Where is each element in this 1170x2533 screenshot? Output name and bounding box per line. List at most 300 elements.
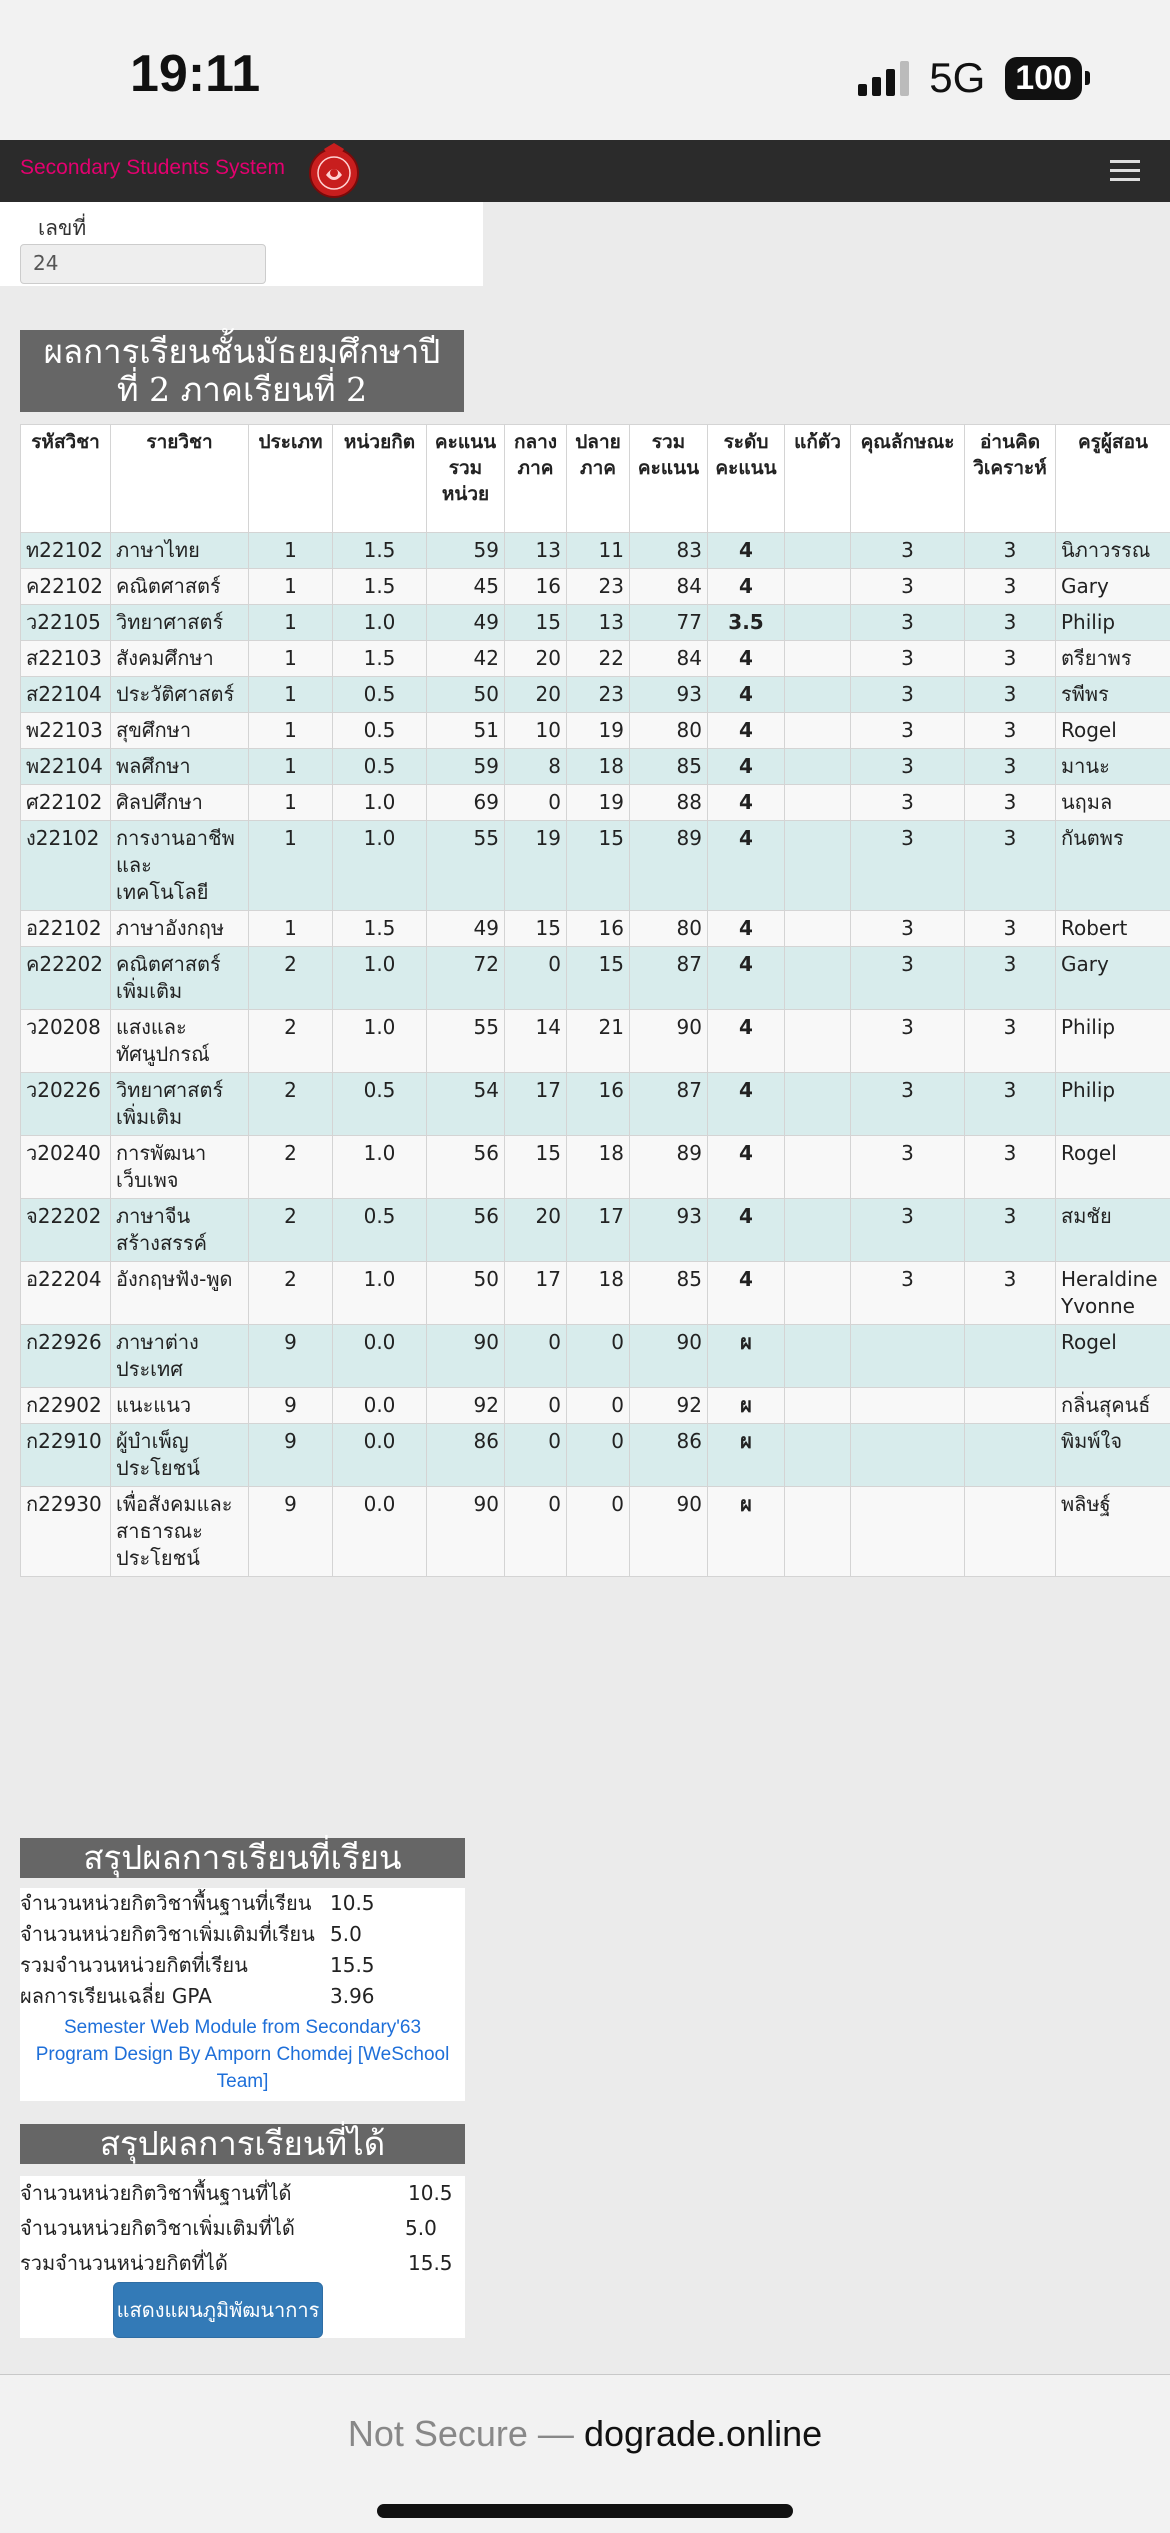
cell-unit-score: 49 [427,605,505,641]
cell-subject: ภาษาอังกฤษ [111,911,249,947]
cell-code: ส22104 [21,677,111,713]
cell-subject: สังคมศึกษา [111,641,249,677]
cell-teacher: Rogel [1056,1136,1170,1199]
cell-teacher: กันตพร [1056,821,1170,911]
cell-credits: 0.5 [333,713,427,749]
cell-reading: 3 [965,1199,1056,1262]
col-header-subject: รายวิชา [111,425,249,533]
cell-final: 15 [567,947,630,1010]
battery-icon [1005,57,1090,100]
cell-revision [785,569,851,605]
cell-code: ว22105 [21,605,111,641]
cell-credits: 0.5 [333,1073,427,1136]
brand-link[interactable]: Secondary Students System [20,156,285,180]
table-row [21,1262,1170,1325]
cell-final: 19 [567,713,630,749]
cell-revision [785,1073,851,1136]
show-progress-chart-button[interactable]: แสดงแผนภูมิพัฒนาการ [113,2282,323,2338]
cell-type: 1 [249,785,333,821]
cell-midterm: 14 [505,1010,567,1073]
cell-type: 1 [249,713,333,749]
cell-unit-score: 42 [427,641,505,677]
cell-reading: 3 [965,785,1056,821]
cell-subject: แสงและทัศนูปกรณ์ [111,1010,249,1073]
cell-subject: ภาษาต่างประเทศ [111,1325,249,1388]
cell-code: ก22926 [21,1325,111,1388]
cell-subject: วิทยาศาสตร์ [111,605,249,641]
cell-code: ค22202 [21,947,111,1010]
cell-subject: ศิลปศึกษา [111,785,249,821]
table-row [21,749,1170,785]
cell-reading: 3 [965,911,1056,947]
table-row [21,1010,1170,1073]
table-row [21,911,1170,947]
cell-teacher: นิภาวรรณ [1056,533,1170,569]
cell-subject: ภาษาไทย [111,533,249,569]
cell-teacher: Heraldine Yvonne [1056,1262,1170,1325]
cell-reading [965,1487,1056,1577]
cell-character: 3 [851,1073,965,1136]
status-time: 19:11 [130,44,260,104]
cell-final: 0 [567,1487,630,1577]
cell-code: อ22102 [21,911,111,947]
cell-credits: 0.0 [333,1325,427,1388]
cell-total: 92 [630,1388,708,1424]
cell-grade: ผ [708,1424,785,1487]
summary-row [20,1981,465,2012]
cell-midterm: 19 [505,821,567,911]
table-row [21,1325,1170,1388]
report-title [20,330,464,412]
cell-code: ง22102 [21,821,111,911]
summary-row [20,2211,465,2246]
cell-midterm: 20 [505,1199,567,1262]
summary-earned-title: สรุปผลการเรียนที่ได้ [20,2124,465,2164]
status-bar [0,0,1170,140]
cell-revision [785,1388,851,1424]
cell-midterm: 20 [505,641,567,677]
summary-label: รวมจำนวนหน่วยกิตที่ได้ [20,2246,228,2281]
address-text[interactable] [0,2413,1170,2455]
student-id-label: เลขที่ [38,212,86,245]
col-header-total: รวม คะแนน [630,425,708,533]
home-indicator[interactable] [377,2504,793,2518]
cell-teacher: Rogel [1056,1325,1170,1388]
cell-type: 2 [249,1010,333,1073]
cell-type: 2 [249,1199,333,1262]
cell-total: 77 [630,605,708,641]
cell-revision [785,785,851,821]
summary-value: 5.0 [405,2211,437,2246]
cell-subject: ผู้บำเพ็ญประโยชน์ [111,1424,249,1487]
summary-row [20,1950,465,1981]
cell-grade: 4 [708,533,785,569]
cell-code: ส22103 [21,641,111,677]
cell-character: 3 [851,641,965,677]
cell-total: 86 [630,1424,708,1487]
cell-type: 1 [249,641,333,677]
cell-type: 1 [249,749,333,785]
cell-subject: ประวัติศาสตร์ [111,677,249,713]
cell-reading [965,1388,1056,1424]
cell-subject: การพัฒนาเว็บเพจ [111,1136,249,1199]
cell-code: ว20240 [21,1136,111,1199]
cell-teacher: Gary [1056,569,1170,605]
cell-revision [785,1136,851,1199]
cell-code: ก22902 [21,1388,111,1424]
summary-label: จำนวนหน่วยกิตวิชาพื้นฐานที่ได้ [20,2176,291,2211]
battery-level: 100 [1005,57,1082,100]
cell-character: 3 [851,911,965,947]
cell-total: 87 [630,1073,708,1136]
credits-text [20,2012,465,2101]
cell-character: 3 [851,947,965,1010]
cell-teacher: Philip [1056,605,1170,641]
col-header-midterm: กลาง ภาค [505,425,567,533]
cell-total: 90 [630,1487,708,1577]
cell-final: 21 [567,1010,630,1073]
cell-teacher: พิมพ์ใจ [1056,1424,1170,1487]
summary-label: จำนวนหน่วยกิตวิชาพื้นฐานที่เรียน [20,1888,311,1919]
cell-revision [785,1010,851,1073]
cell-final: 17 [567,1199,630,1262]
cell-character: 3 [851,533,965,569]
cell-subject: คณิตศาสตร์ [111,569,249,605]
cell-character: 3 [851,1010,965,1073]
cell-final: 18 [567,1136,630,1199]
cell-subject: พลศึกษา [111,749,249,785]
cell-character [851,1424,965,1487]
summary-row [20,2246,465,2281]
cell-credits: 0.0 [333,1388,427,1424]
cell-total: 85 [630,749,708,785]
summary-value: 5.0 [330,1919,362,1950]
cell-midterm: 16 [505,569,567,605]
summary-label: จำนวนหน่วยกิตวิชาเพิ่มเติมที่เรียน [20,1919,315,1950]
col-header-type: ประเภท [249,425,333,533]
cell-final: 23 [567,677,630,713]
cell-final: 16 [567,1073,630,1136]
table-header-row [21,425,1170,533]
cell-reading: 3 [965,533,1056,569]
cell-grade: ผ [708,1487,785,1577]
summary-studied-title: สรุปผลการเรียนที่เรียน [20,1838,465,1878]
cell-code: จ22202 [21,1199,111,1262]
cell-unit-score: 69 [427,785,505,821]
cell-revision [785,677,851,713]
cell-revision [785,713,851,749]
cell-total: 80 [630,713,708,749]
col-header-reading: อ่านคิด วิเคราะห์ [965,425,1056,533]
cell-midterm: 0 [505,1325,567,1388]
cell-reading: 3 [965,605,1056,641]
cell-reading: 3 [965,713,1056,749]
cell-code: ศ22102 [21,785,111,821]
cell-midterm: 0 [505,1424,567,1487]
cell-credits: 1.0 [333,1136,427,1199]
report-title-line1: ผลการเรียนชั้นมัธยมศึกษาปี [20,333,464,371]
cell-unit-score: 55 [427,821,505,911]
cell-reading: 3 [965,641,1056,677]
cell-unit-score: 90 [427,1487,505,1577]
cell-reading [965,1424,1056,1487]
cell-credits: 0.5 [333,677,427,713]
cell-revision [785,947,851,1010]
cell-midterm: 20 [505,677,567,713]
summary-value: 3.96 [330,1981,375,2012]
cell-teacher: รพีพร [1056,677,1170,713]
cell-total: 80 [630,911,708,947]
cell-total: 89 [630,821,708,911]
col-header-final: ปลาย ภาค [567,425,630,533]
table-row [21,569,1170,605]
signal-icon [858,60,909,96]
cell-teacher: มานะ [1056,749,1170,785]
cell-code: ค22102 [21,569,111,605]
cell-midterm: 15 [505,911,567,947]
cell-unit-score: 51 [427,713,505,749]
cell-midterm: 0 [505,1487,567,1577]
cell-credits: 1.0 [333,785,427,821]
table-row [21,1136,1170,1199]
cell-grade: 4 [708,641,785,677]
status-indicators [858,54,1090,102]
cell-unit-score: 90 [427,1325,505,1388]
cell-type: 1 [249,605,333,641]
cell-code: อ22204 [21,1262,111,1325]
summary-value: 15.5 [408,2246,453,2281]
cell-total: 84 [630,569,708,605]
cell-unit-score: 56 [427,1136,505,1199]
cell-code: ท22102 [21,533,111,569]
cell-credits: 1.0 [333,605,427,641]
cell-grade: 4 [708,713,785,749]
cell-type: 9 [249,1424,333,1487]
cell-teacher: ตรียาพร [1056,641,1170,677]
cell-type: 9 [249,1487,333,1577]
domain-label: dograde.online [584,2413,822,2454]
cell-code: ก22910 [21,1424,111,1487]
summary-row [20,1888,465,1919]
cell-subject: การงานอาชีพและเทคโนโลยี [111,821,249,911]
summary-earned-panel [20,2176,465,2338]
cell-character [851,1487,965,1577]
school-emblem-icon [304,141,364,201]
cell-grade: 4 [708,1136,785,1199]
cell-credits: 1.0 [333,1262,427,1325]
cell-total: 85 [630,1262,708,1325]
cell-type: 1 [249,677,333,713]
cell-subject: สุขศึกษา [111,713,249,749]
cell-subject: คณิตศาสตร์เพิ่มเติม [111,947,249,1010]
cell-midterm: 10 [505,713,567,749]
cell-unit-score: 50 [427,677,505,713]
cell-credits: 0.5 [333,749,427,785]
cell-credits: 1.0 [333,821,427,911]
cell-midterm: 0 [505,1388,567,1424]
summary-value: 10.5 [330,1888,375,1919]
cell-midterm: 15 [505,605,567,641]
cell-type: 2 [249,1136,333,1199]
cell-teacher: กลิ่นสุคนธ์ [1056,1388,1170,1424]
cell-teacher: นฤมล [1056,785,1170,821]
cell-midterm: 0 [505,947,567,1010]
table-row [21,1199,1170,1262]
cell-final: 0 [567,1325,630,1388]
cell-credits: 1.0 [333,1010,427,1073]
col-header-unit-score: คะแนน รวม หน่วย [427,425,505,533]
summary-value: 15.5 [330,1950,375,1981]
cell-character: 3 [851,821,965,911]
cell-revision [785,1424,851,1487]
cell-midterm: 8 [505,749,567,785]
cell-grade: 4 [708,947,785,1010]
cell-grade: ผ [708,1388,785,1424]
summary-studied-panel [20,1888,465,2101]
cell-subject: ภาษาจีนสร้างสรรค์ [111,1199,249,1262]
cell-final: 16 [567,911,630,947]
cell-type: 1 [249,911,333,947]
cell-final: 22 [567,641,630,677]
table-row [21,821,1170,911]
table-row [21,1424,1170,1487]
table-row [21,785,1170,821]
cell-final: 15 [567,821,630,911]
cell-code: ว20226 [21,1073,111,1136]
cell-type: 9 [249,1388,333,1424]
table-row [21,1073,1170,1136]
cell-final: 11 [567,533,630,569]
cell-character: 3 [851,785,965,821]
cell-grade: 4 [708,677,785,713]
grades-table [20,424,1170,1577]
cell-revision [785,533,851,569]
cell-unit-score: 55 [427,1010,505,1073]
cell-revision [785,749,851,785]
cell-reading: 3 [965,1262,1056,1325]
cell-character: 3 [851,677,965,713]
cell-teacher: Philip [1056,1010,1170,1073]
cell-final: 0 [567,1388,630,1424]
not-secure-label: Not Secure — [348,2413,584,2454]
cell-subject: อังกฤษฟัง-พูด [111,1262,249,1325]
cell-code: ว20208 [21,1010,111,1073]
student-id-field[interactable]: 24 [20,244,266,284]
cell-revision [785,1325,851,1388]
main-content [0,202,1170,2374]
cell-total: 84 [630,641,708,677]
cell-grade: 4 [708,1262,785,1325]
cell-code: พ22104 [21,749,111,785]
cell-total: 93 [630,1199,708,1262]
col-header-character: คุณลักษณะ [851,425,965,533]
cell-unit-score: 86 [427,1424,505,1487]
cell-credits: 1.5 [333,533,427,569]
cell-revision [785,1487,851,1577]
col-header-grade: ระดับ คะแนน [708,425,785,533]
cell-revision [785,821,851,911]
summary-label: รวมจำนวนหน่วยกิตที่เรียน [20,1950,248,1981]
cell-midterm: 15 [505,1136,567,1199]
hamburger-menu-icon[interactable] [1110,160,1140,187]
cell-grade: 4 [708,1010,785,1073]
table-row [21,533,1170,569]
cell-credits: 1.5 [333,911,427,947]
cell-total: 83 [630,533,708,569]
cell-credits: 0.0 [333,1487,427,1577]
cell-character: 3 [851,1262,965,1325]
credits-line: Program Design By Amporn Chomdej [WeSchool [20,2041,465,2068]
cell-type: 1 [249,569,333,605]
cell-midterm: 0 [505,785,567,821]
cell-unit-score: 92 [427,1388,505,1424]
col-header-revision: แก้ตัว [785,425,851,533]
cell-unit-score: 45 [427,569,505,605]
table-row [21,677,1170,713]
network-type: 5G [929,54,985,102]
cell-midterm: 17 [505,1073,567,1136]
cell-unit-score: 59 [427,533,505,569]
cell-total: 93 [630,677,708,713]
cell-total: 89 [630,1136,708,1199]
credits-line: Semester Web Module from Secondary'63 [20,2014,465,2041]
cell-type: 2 [249,947,333,1010]
cell-reading: 3 [965,947,1056,1010]
cell-character: 3 [851,569,965,605]
cell-credits: 1.0 [333,947,427,1010]
navbar [0,140,1170,203]
cell-type: 1 [249,821,333,911]
cell-revision [785,605,851,641]
student-id-panel [0,202,483,286]
cell-unit-score: 54 [427,1073,505,1136]
table-row [21,1388,1170,1424]
summary-value: 10.5 [408,2176,453,2211]
cell-subject: แนะแนว [111,1388,249,1424]
cell-revision [785,1199,851,1262]
cell-subject: วิทยาศาสตร์เพิ่มเติม [111,1073,249,1136]
cell-revision [785,1262,851,1325]
cell-code: ก22930 [21,1487,111,1577]
cell-final: 13 [567,605,630,641]
cell-character: 3 [851,1136,965,1199]
cell-subject: เพื่อสังคมและสาธารณะประโยชน์ [111,1487,249,1577]
cell-reading: 3 [965,821,1056,911]
cell-teacher: Gary [1056,947,1170,1010]
cell-grade: 4 [708,569,785,605]
cell-final: 18 [567,1262,630,1325]
table-row [21,1487,1170,1577]
cell-character: 3 [851,1199,965,1262]
cell-unit-score: 50 [427,1262,505,1325]
cell-final: 23 [567,569,630,605]
cell-reading: 3 [965,1136,1056,1199]
cell-teacher: Rogel [1056,713,1170,749]
cell-midterm: 17 [505,1262,567,1325]
cell-midterm: 13 [505,533,567,569]
cell-reading: 3 [965,677,1056,713]
cell-teacher: พลิษฐ์ [1056,1487,1170,1577]
cell-reading [965,1325,1056,1388]
cell-character [851,1325,965,1388]
cell-type: 1 [249,533,333,569]
summary-label: ผลการเรียนเฉลี่ย GPA [20,1981,212,2012]
cell-credits: 1.5 [333,641,427,677]
col-header-code: รหัสวิชา [21,425,111,533]
col-header-teacher: ครูผู้สอน [1056,425,1170,533]
col-header-credits: หน่วยกิต [333,425,427,533]
cell-reading: 3 [965,569,1056,605]
